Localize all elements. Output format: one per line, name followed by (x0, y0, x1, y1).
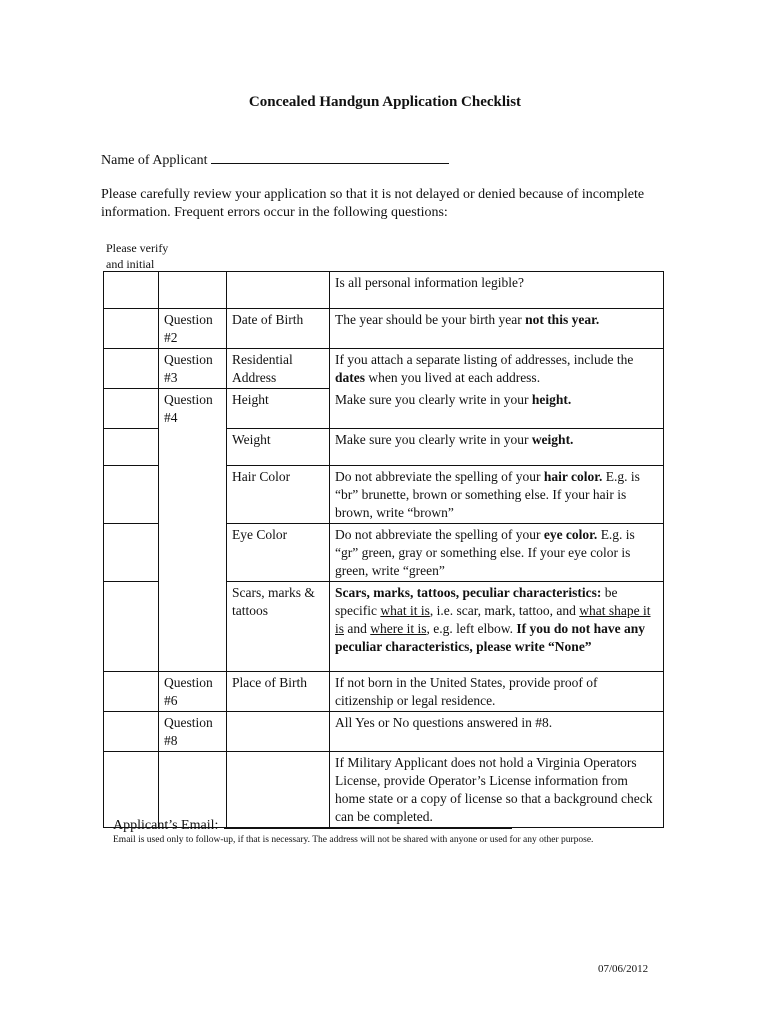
document-date: 07/06/2012 (598, 963, 649, 975)
field-name: Hair Color (227, 465, 330, 523)
field-name: Place of Birth (227, 671, 330, 711)
verify-initial-label (106, 240, 168, 272)
applicant-name-field[interactable] (101, 150, 449, 169)
question-number: Question #2 (159, 309, 227, 349)
initial-cell[interactable] (104, 349, 159, 389)
item-text: If not born in the United States, provide proof of citizenship or legal residence. (330, 671, 664, 711)
question-number: Question #8 (159, 711, 227, 751)
intro-paragraph: Please carefully review your application so that it is not delayed or denied because of incomplete information. Frequent errors occur in the following questions: (101, 187, 645, 220)
field-name: Height (227, 389, 330, 429)
applicant-name-blank[interactable] (211, 150, 449, 164)
initial-cell[interactable] (104, 389, 159, 429)
table-row (104, 581, 664, 671)
initial-cell[interactable] (104, 309, 159, 349)
question-number: Question #6 (159, 671, 227, 711)
initial-cell[interactable] (104, 428, 159, 465)
table-row (104, 389, 664, 429)
item-text: Do not abbreviate the spelling of your hair color. E.g. is “br” brunette, brown or something else. If your hair is brown, write “brown” (330, 465, 664, 523)
verify-label-line1: Please verify (106, 241, 169, 255)
table-row (104, 465, 664, 523)
initial-cell[interactable] (104, 272, 159, 309)
item-text: All Yes or No questions answered in #8. (330, 711, 664, 751)
field-name: Residential Address (227, 349, 330, 389)
item-text: Make sure you clearly write in your weight. (330, 428, 664, 465)
table-row (104, 349, 664, 389)
checklist-table (103, 271, 664, 828)
item-text: Do not abbreviate the spelling of your eye color. E.g. is “gr” green, gray or something else. If your eye color is green, write “green” (330, 523, 664, 581)
initial-cell[interactable] (104, 523, 159, 581)
item-text: The year should be your birth year not this year. (330, 309, 664, 349)
table-row (104, 272, 664, 309)
table-row (104, 428, 664, 465)
table-row (104, 671, 664, 711)
applicant-email-blank[interactable] (224, 815, 512, 829)
table-row (104, 309, 664, 349)
item-text: If Military Applicant does not hold a Virginia Operators License, provide Operator’s License information from home state or a copy of license so that a background check can be completed. (330, 751, 664, 827)
table-row (104, 523, 664, 581)
initial-cell[interactable] (104, 465, 159, 523)
initial-cell[interactable] (104, 671, 159, 711)
field-name: Weight (227, 428, 330, 465)
applicant-name-label: Name of Applicant (101, 153, 208, 168)
item-text: Scars, marks, tattoos, peculiar characteristics: be specific what it is, i.e. scar, mark, tattoo, and what shape it is and where it is, e.g. left elbow. If you do not have any peculiar characteristics, please write “None” (330, 581, 664, 671)
applicant-email-label: Applicant’s Email: (113, 818, 219, 833)
applicant-email-field[interactable] (113, 815, 512, 834)
page-title: Concealed Handgun Application Checklist (248, 94, 522, 110)
item-text: Make sure you clearly write in your height. (330, 389, 664, 429)
table-row (104, 711, 664, 751)
email-note: Email is used only to follow-up, if that is necessary. The address will not be shared with anyone or used for any other purpose. (113, 835, 594, 845)
initial-cell[interactable] (104, 581, 159, 671)
field-name: Date of Birth (227, 309, 330, 349)
field-name: Eye Color (227, 523, 330, 581)
verify-label-line2: and initial (106, 257, 155, 271)
initial-cell[interactable] (104, 711, 159, 751)
question-number: Question #3 (159, 349, 227, 389)
field-name: Scars, marks & tattoos (227, 581, 330, 671)
item-text: Is all personal information legible? (330, 272, 664, 309)
item-text: If you attach a separate listing of addresses, include the dates when you lived at each address. (330, 349, 664, 389)
question-number: Question #4 (159, 389, 227, 429)
